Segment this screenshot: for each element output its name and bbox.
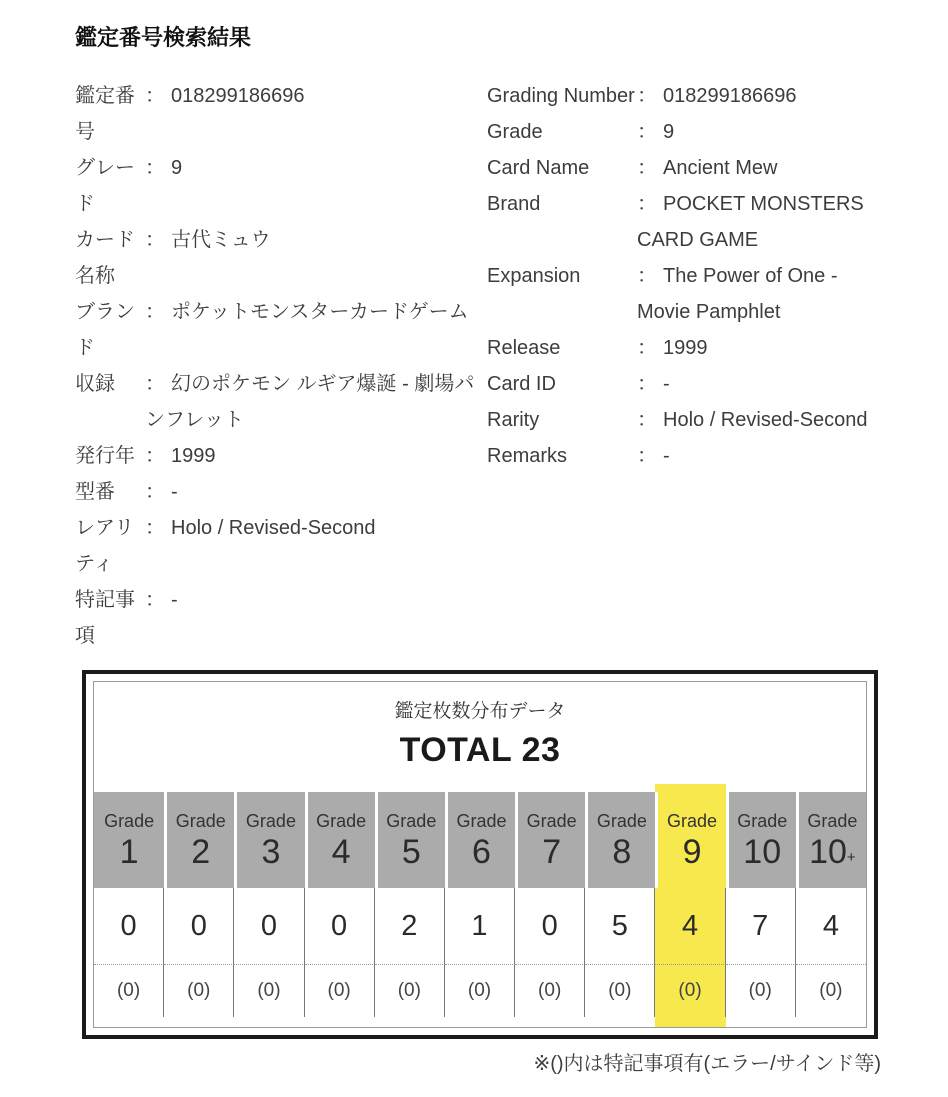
count-cell: 0	[94, 888, 164, 965]
grade-header-cell-highlighted: Grade 9	[655, 792, 725, 888]
remarks-count-cell: (0)	[445, 965, 515, 1017]
detail-label: 発行年	[75, 445, 135, 467]
detail-row-rarity-en	[487, 402, 881, 438]
grade-header-cell: Grade 2	[164, 792, 234, 888]
colon: ：	[145, 445, 165, 467]
grade-header-cell: Grade 4	[305, 792, 375, 888]
page-title: 鑑定番号検索結果	[75, 25, 252, 50]
remarks-count-cell: (0)	[515, 965, 585, 1017]
colon: ：	[637, 121, 657, 143]
detail-value: ： ポケットモンスターカードゲーム	[145, 301, 469, 323]
remarks-count-row	[94, 965, 866, 1017]
colon: ：	[637, 409, 657, 431]
remarks-count-cell: (0)	[305, 965, 375, 1017]
detail-label: 収録	[75, 373, 115, 395]
detail-value: ： Ancient Mew	[637, 157, 778, 179]
grade-header-row	[94, 792, 866, 888]
detail-label: グレード	[75, 157, 135, 215]
detail-label: Card ID	[487, 373, 556, 395]
detail-row-rarity-jp	[75, 510, 487, 582]
detail-label: Release	[487, 337, 561, 359]
detail-label: Grading Number	[487, 85, 635, 107]
detail-label: レアリティ	[75, 517, 135, 575]
detail-value: ： 9	[637, 121, 675, 143]
remarks-count-cell: (0)	[585, 965, 655, 1017]
remarks-count-cell: (0)	[234, 965, 304, 1017]
detail-row-grading-number-en	[487, 78, 881, 114]
count-cell: 5	[585, 888, 655, 965]
colon: ：	[637, 193, 657, 215]
detail-row-card-id-en	[487, 366, 881, 402]
detail-row-release-en	[487, 330, 881, 366]
detail-value: ： 9	[145, 157, 183, 179]
detail-row-brand-en	[487, 186, 881, 258]
detail-value: ： -	[637, 445, 670, 467]
remarks-footnote: ※()内は特記事項有(エラー/サインド等)	[533, 1053, 881, 1075]
grade-header-cell: Grade 10	[726, 792, 796, 888]
detail-value: ： -	[637, 373, 670, 395]
remarks-count-cell: (0)	[94, 965, 164, 1017]
distribution-title: 鑑定枚数分布データ	[394, 701, 566, 722]
detail-value: ： 1999	[145, 445, 216, 467]
grade-header-cell: Grade 6	[445, 792, 515, 888]
detail-row-grade-en	[487, 114, 881, 150]
grade-header-cell: Grade 1	[94, 792, 164, 888]
detail-value: ： Holo / Revised-Second	[145, 517, 376, 539]
detail-value: ： -	[145, 481, 178, 503]
colon: ：	[145, 517, 165, 539]
colon: ：	[637, 85, 657, 107]
card-details	[75, 78, 881, 654]
colon: ：	[637, 445, 657, 467]
detail-label: Grade	[487, 121, 543, 143]
detail-value: ： 018299186696	[145, 85, 305, 107]
detail-row-remarks-en	[487, 438, 881, 474]
grade-header-cell: Grade 5	[375, 792, 445, 888]
detail-value: ： 1999	[637, 337, 708, 359]
colon: ：	[145, 85, 165, 107]
detail-row-grade-jp	[75, 150, 487, 222]
detail-value: ： The Power of One - Movie Pamphlet	[637, 265, 838, 323]
grade-header-cell: Grade 10+	[796, 792, 866, 888]
colon: ：	[145, 157, 165, 179]
detail-label: ブランド	[75, 301, 135, 359]
colon: ：	[145, 481, 165, 503]
detail-value: ： -	[145, 589, 178, 611]
count-cell: 0	[305, 888, 375, 965]
colon: ：	[637, 337, 657, 359]
detail-label: Expansion	[487, 265, 581, 287]
count-cell: 2	[375, 888, 445, 965]
details-column-english	[487, 78, 881, 654]
detail-label: 鑑定番号	[75, 85, 135, 143]
count-cell: 1	[445, 888, 515, 965]
count-cell: 0	[234, 888, 304, 965]
distribution-total: TOTAL 23	[399, 731, 561, 769]
remarks-count-cell: (0)	[796, 965, 866, 1017]
detail-row-remarks-jp	[75, 582, 487, 654]
detail-row-release-jp	[75, 438, 487, 474]
remarks-count-cell: (0)	[726, 965, 796, 1017]
grade-distribution-inner	[93, 681, 867, 1028]
detail-row-expansion-en	[487, 258, 881, 330]
detail-row-expansion-jp	[75, 366, 487, 438]
colon: ：	[145, 589, 165, 611]
grade-header-cell: Grade 7	[515, 792, 585, 888]
detail-value: ： 古代ミュウ	[145, 229, 271, 251]
detail-value: ： 018299186696	[637, 85, 797, 107]
count-cell: 4	[796, 888, 866, 965]
distribution-title-block	[94, 682, 866, 784]
detail-label: カード名称	[75, 229, 135, 287]
detail-label: Rarity	[487, 409, 540, 431]
detail-label: Brand	[487, 193, 541, 215]
detail-row-brand-jp	[75, 294, 487, 366]
distribution-grid	[94, 784, 866, 1027]
detail-label: Remarks	[487, 445, 568, 467]
count-cell-highlighted: 4	[655, 888, 725, 965]
count-cell: 7	[726, 888, 796, 965]
detail-label: 型番	[75, 481, 115, 503]
colon: ：	[145, 373, 165, 395]
detail-label: Card Name	[487, 157, 590, 179]
grade-header-cell: Grade 8	[585, 792, 655, 888]
detail-value: ： 幻のポケモン ルギア爆誕 - 劇場パンフレット	[145, 373, 475, 431]
count-cell: 0	[515, 888, 585, 965]
detail-row-card-id-jp	[75, 474, 487, 510]
grade-header-cell: Grade 3	[234, 792, 304, 888]
detail-value: ： Holo / Revised-Second	[637, 409, 868, 431]
count-cell: 0	[164, 888, 234, 965]
remarks-count-cell: (0)	[375, 965, 445, 1017]
detail-row-grading-number-jp	[75, 78, 487, 150]
detail-label: 特記事項	[75, 589, 135, 647]
colon: ：	[637, 373, 657, 395]
details-column-japanese	[75, 78, 487, 654]
colon: ：	[145, 229, 165, 251]
detail-value: ： POCKET MONSTERS CARD GAME	[637, 193, 864, 251]
colon: ：	[637, 265, 657, 287]
remarks-count-cell: (0)	[164, 965, 234, 1017]
detail-row-card-name-jp	[75, 222, 487, 294]
grade-distribution-table	[82, 670, 878, 1039]
colon: ：	[637, 157, 657, 179]
colon: ：	[145, 301, 165, 323]
detail-row-card-name-en	[487, 150, 881, 186]
remarks-count-cell-highlighted: (0)	[655, 965, 725, 1017]
count-row	[94, 888, 866, 965]
